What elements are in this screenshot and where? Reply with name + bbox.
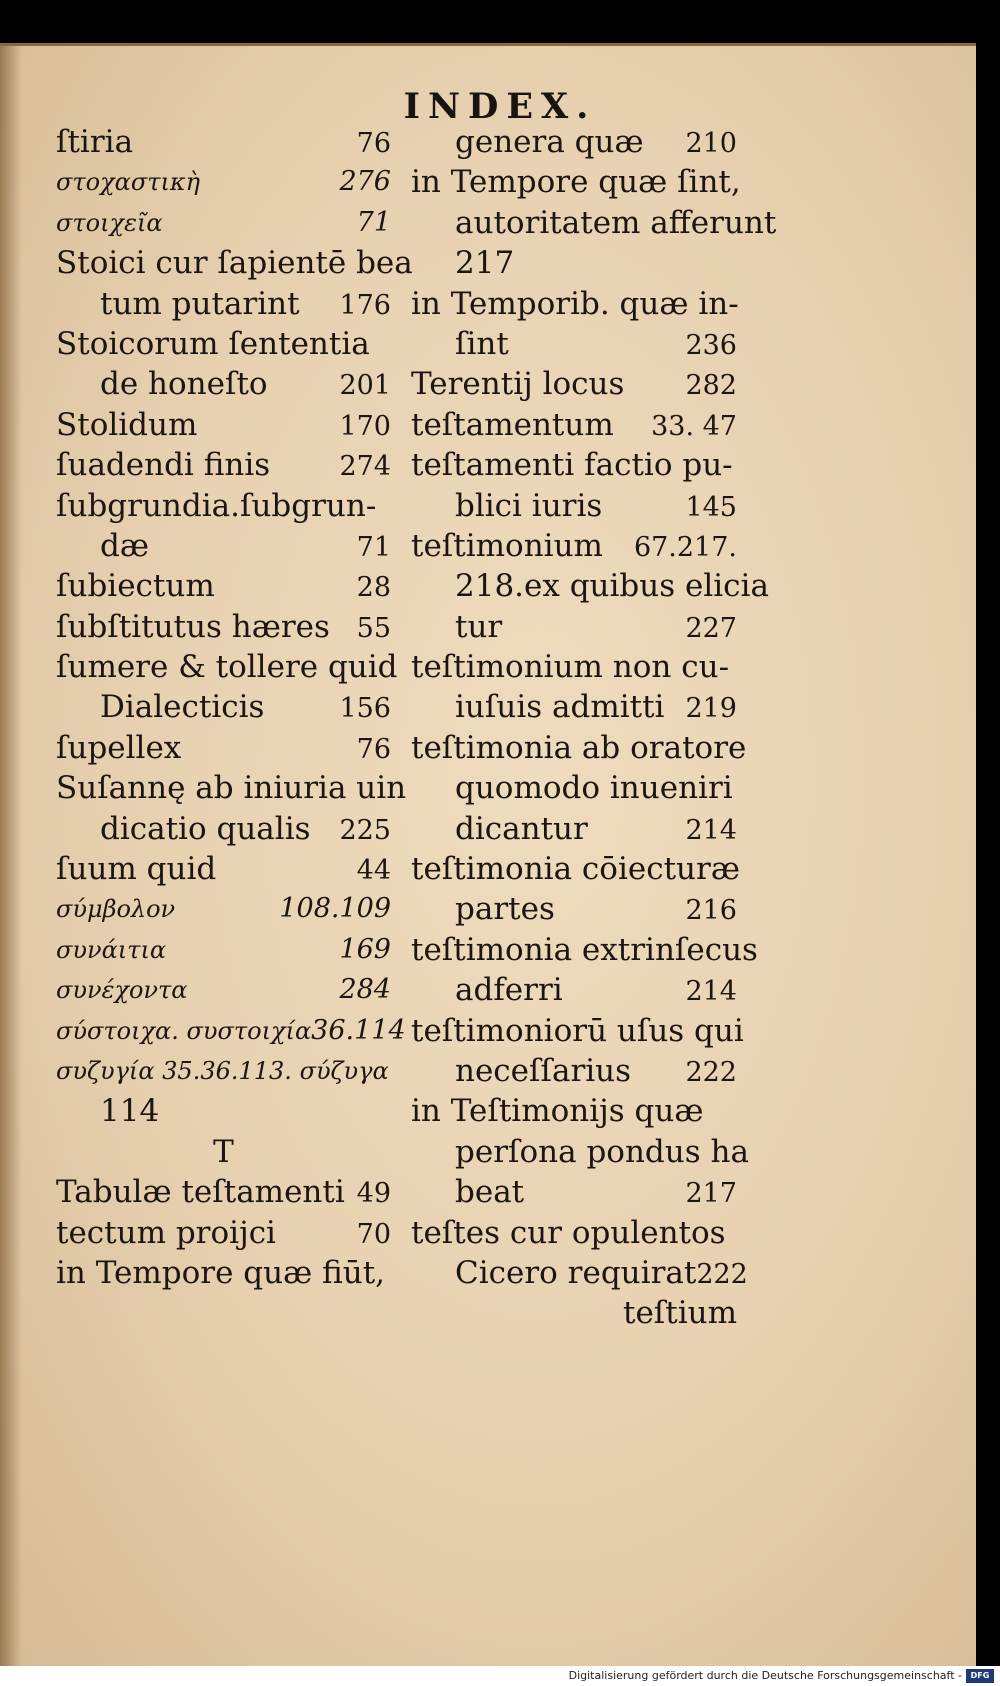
index-entry xyxy=(411,1293,737,1333)
entry-term: adferri xyxy=(455,972,563,1009)
index-entry xyxy=(411,162,741,202)
entry-term: tum putarint xyxy=(100,285,300,322)
index-entry xyxy=(411,486,737,526)
index-entry xyxy=(56,1011,406,1051)
index-entry xyxy=(411,1132,749,1172)
index-entry xyxy=(411,889,737,929)
entry-term: 218.ex quibus elicia xyxy=(455,568,769,605)
index-entry xyxy=(56,1253,391,1293)
entry-term: tectum proijci xyxy=(56,1214,276,1251)
entry-page-number: 67.217. xyxy=(633,531,737,563)
entry-term: συζυγία 35.36.113. σύζυγα xyxy=(56,1056,389,1085)
entry-page-number: 282 xyxy=(685,370,737,402)
entry-term: στοχαστικὴ xyxy=(56,168,201,197)
index-entry xyxy=(411,930,758,970)
entry-page-number: 201 xyxy=(339,370,391,402)
entry-page-number: 76 xyxy=(356,128,391,159)
index-entry xyxy=(411,364,737,404)
entry-term: autoritatem afferunt xyxy=(455,204,777,241)
entry-page-number: 217 xyxy=(685,1178,737,1210)
entry-page-number: 169 xyxy=(339,933,391,965)
entry-term: in Tempore quæ ſint, xyxy=(411,164,741,201)
index-entry xyxy=(411,1091,737,1131)
entry-page-number: 36.114 xyxy=(311,1014,406,1046)
index-entry xyxy=(56,324,391,364)
entry-term: ſuum quid xyxy=(56,851,217,888)
index-entry xyxy=(56,647,398,687)
entry-term: partes xyxy=(455,891,555,928)
entry-page-number: 284 xyxy=(339,974,391,1006)
index-entry xyxy=(56,445,391,485)
index-entry xyxy=(56,607,391,647)
index-entry xyxy=(56,970,391,1010)
entry-term: ſubſtitutus hæres xyxy=(56,608,330,645)
entry-page-number: 216 xyxy=(685,895,737,927)
entry-term: Suſannę ab iniuria uin xyxy=(56,770,407,807)
entry-term: συνάιτια xyxy=(56,935,167,964)
entry-page-number: 227 xyxy=(685,612,737,644)
entry-page-number: 276 xyxy=(339,166,391,198)
index-entry xyxy=(56,849,391,889)
index-entry xyxy=(411,970,737,1010)
entry-term: quomodo inueniri xyxy=(455,770,733,807)
entry-term: neceſſarius xyxy=(455,1052,632,1089)
index-column-right xyxy=(411,122,777,1334)
entry-term: teſtimoniorū uſus qui xyxy=(411,1012,744,1049)
entry-page-number: 222 xyxy=(685,1056,737,1088)
entry-term: Stoicorum ſententia xyxy=(56,325,370,362)
index-entry xyxy=(411,243,737,283)
entry-term: Dialecticis xyxy=(100,689,265,726)
index-entry xyxy=(56,122,391,162)
entry-page-number: 222 xyxy=(696,1258,748,1290)
index-entry xyxy=(411,607,737,647)
entry-term: 217 xyxy=(455,245,515,282)
entry-term: Cicero requirat xyxy=(455,1254,697,1291)
entry-term: beat xyxy=(455,1174,525,1211)
entry-term: teſtimonium non cu- xyxy=(411,649,730,686)
entry-term: dicatio qualis xyxy=(100,810,311,847)
entry-term: teſtimonia ab oratore xyxy=(411,729,747,766)
entry-term: Stolidum xyxy=(56,406,198,443)
entry-term: Terentij locus xyxy=(411,366,625,403)
footer-text: Digitalisierung gefördert durch die Deutsche Forschungsgemeinschaft - xyxy=(568,1669,962,1682)
entry-term: teſtimonia extrinſecus xyxy=(411,931,758,968)
entry-term: dæ xyxy=(100,527,149,564)
entry-term: 114 xyxy=(100,1093,160,1130)
entry-term: teſtamenti factio pu- xyxy=(411,447,733,484)
entry-term: dicantur xyxy=(455,810,588,847)
entry-term: in Tempore quæ fiūt, xyxy=(56,1254,386,1291)
index-entry xyxy=(56,728,391,768)
entry-term: de honeſto xyxy=(100,366,268,403)
index-entry xyxy=(411,809,737,849)
index-entry xyxy=(411,405,737,445)
entry-page-number: 28 xyxy=(356,572,391,604)
entry-term: Stoici cur ſapientē bea xyxy=(56,245,413,282)
entry-term: blici iuris xyxy=(455,487,603,524)
index-entry xyxy=(56,1132,391,1172)
index-entry xyxy=(56,162,391,202)
entry-page-number: 170 xyxy=(339,410,391,442)
index-entry xyxy=(56,768,407,808)
entry-page-number: 71 xyxy=(356,531,391,563)
entry-term: ſubiectum xyxy=(56,568,215,605)
entry-term: tur xyxy=(455,608,503,645)
entry-page-number: 49 xyxy=(356,1178,391,1210)
index-entry xyxy=(411,687,737,727)
index-entry xyxy=(411,849,740,889)
entry-page-number: 274 xyxy=(339,451,391,483)
index-entry xyxy=(411,1213,737,1253)
index-entry xyxy=(56,1172,391,1212)
entry-term: ſuadendi finis xyxy=(56,447,271,484)
entry-page-number: 214 xyxy=(685,976,737,1008)
entry-page-number: 219 xyxy=(685,693,737,725)
entry-term: perſona pondus ha xyxy=(455,1133,749,1170)
index-entry xyxy=(56,526,391,566)
index-entry xyxy=(411,768,737,808)
index-entry xyxy=(56,809,391,849)
index-entry xyxy=(56,1091,391,1131)
index-entry xyxy=(56,566,391,606)
entry-term: συνέχοντα xyxy=(56,976,188,1005)
entry-term: ſint xyxy=(455,325,509,362)
index-entry xyxy=(56,930,391,970)
entry-term: ſtiria xyxy=(56,124,134,160)
entry-page-number: 145 xyxy=(685,491,737,523)
entry-term: teſtimonia cōiecturæ xyxy=(411,851,740,888)
index-entry xyxy=(56,486,391,526)
index-entry xyxy=(411,526,737,566)
entry-term: teſtium xyxy=(622,1295,737,1332)
entry-page-number: 176 xyxy=(339,289,391,321)
index-entry xyxy=(56,243,413,283)
entry-term: ſupellex xyxy=(56,729,182,766)
index-entry xyxy=(411,728,747,768)
entry-page-number: 44 xyxy=(356,855,391,887)
entry-page-number: 55 xyxy=(356,612,391,644)
index-entry xyxy=(56,203,391,243)
index-entry xyxy=(411,1011,744,1051)
entry-page-number: 214 xyxy=(685,814,737,846)
entry-term: ſumere & tollere quid xyxy=(56,649,398,686)
entry-term: iuſuis admitti xyxy=(455,689,665,726)
index-entry xyxy=(411,445,737,485)
entry-page-number: 210 xyxy=(685,128,737,159)
index-entry xyxy=(56,889,391,929)
index-entry xyxy=(411,284,737,324)
index-entry xyxy=(411,122,737,162)
entry-page-number: 70 xyxy=(356,1218,391,1250)
entry-term: ſubgrundia.ſubgrun- xyxy=(56,487,377,524)
index-entry xyxy=(411,647,737,687)
index-entry xyxy=(411,1172,737,1212)
index-entry xyxy=(411,324,737,364)
entry-term: T xyxy=(213,1133,234,1170)
entry-page-number: 76 xyxy=(356,733,391,765)
index-entry xyxy=(411,203,777,243)
entry-term: σύμβολον xyxy=(56,895,176,924)
index-entry xyxy=(56,405,391,445)
index-entry xyxy=(411,1253,748,1293)
entry-term: teſtes cur opulentos xyxy=(411,1214,726,1251)
entry-page-number: 108.109 xyxy=(279,893,391,925)
index-entry xyxy=(56,1051,391,1091)
index-entry xyxy=(56,284,391,324)
entry-term: Tabulæ teſtamenti xyxy=(56,1174,345,1211)
entry-term: teſtimonium xyxy=(411,527,603,564)
entry-term: in Teſtimonijs quæ xyxy=(411,1093,704,1130)
index-entry xyxy=(411,566,769,606)
entry-page-number: 225 xyxy=(339,814,391,846)
page-header: INDEX. xyxy=(403,86,597,127)
index-entry xyxy=(411,1051,737,1091)
entry-page-number: 33. 47 xyxy=(651,410,737,442)
entry-page-number: 236 xyxy=(685,329,737,361)
digitization-footer xyxy=(0,1666,1000,1686)
index-entry xyxy=(56,1213,391,1253)
entry-term: σύστοιχα. συστοιχία xyxy=(56,1016,312,1045)
entry-term: στοιχεῖα xyxy=(56,208,163,237)
dfg-logo: DFG xyxy=(966,1669,994,1683)
entry-term: teſtamentum xyxy=(411,406,614,443)
index-column-left xyxy=(56,122,413,1293)
index-entry xyxy=(56,687,391,727)
entry-term: genera quæ xyxy=(455,124,644,160)
entry-page-number: 156 xyxy=(339,693,391,725)
entry-page-number: 71 xyxy=(356,206,391,238)
entry-term: in Temporib. quæ in- xyxy=(411,285,739,322)
index-entry xyxy=(56,364,391,404)
